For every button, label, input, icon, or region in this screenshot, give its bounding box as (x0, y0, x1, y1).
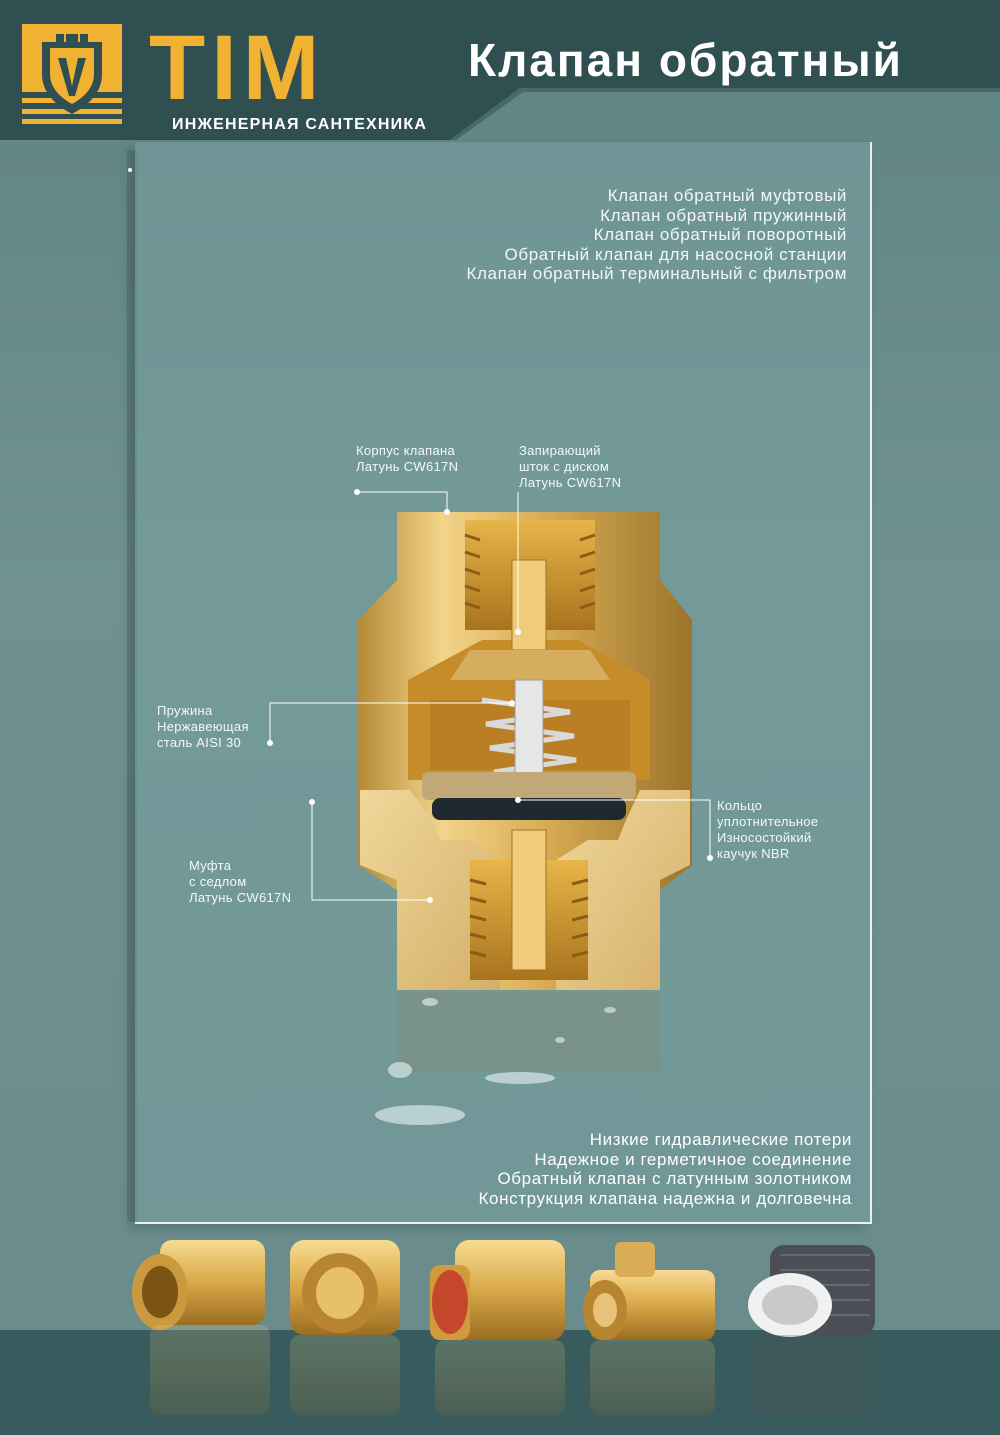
brand-tagline: ИНЖЕНЕРНАЯ САНТЕХНИКА (172, 116, 428, 133)
callout-spring (157, 703, 249, 751)
list-item: Конструкция клапана надежна и долговечна (478, 1188, 852, 1208)
product-check-valve-female (290, 1240, 400, 1415)
stem-guide (450, 650, 610, 680)
callout-line: с седлом (189, 874, 247, 889)
stem-top (512, 560, 546, 650)
callout-body (356, 443, 458, 475)
product-filter-strainer (748, 1245, 875, 1415)
product-check-valve-male-thread (132, 1240, 270, 1415)
callout-ring (717, 798, 818, 862)
callout-line: сталь AISI 30 (157, 735, 242, 750)
callout-line: Корпус клапана (356, 443, 456, 458)
product-swing-check-valve (583, 1242, 715, 1415)
list-item: Низкие гидравлические потери (589, 1130, 852, 1149)
page-title: Клапан обратный (468, 34, 903, 86)
callout-stem (519, 443, 621, 491)
stem-bottom (512, 830, 546, 970)
callout-coupling (189, 858, 291, 906)
list-item: Надежное и герметичное соединение (534, 1149, 852, 1169)
callout-line: Износостойкий (717, 830, 812, 845)
list-item: Клапан обратный терминальный с фильтром (466, 264, 847, 283)
callout-line: Латунь CW617N (519, 475, 622, 490)
list-item: Клапан обратный пружинный (600, 205, 847, 225)
spring-rod (515, 680, 543, 775)
list-item: Обратный клапан для насосной станции (504, 244, 847, 264)
callout-line: Пружина (157, 703, 213, 718)
seal-ring (432, 798, 626, 820)
callout-line: шток с диском (519, 459, 610, 474)
list-item: Обратный клапан с латунным золотником (497, 1169, 852, 1188)
features-list (479, 1130, 852, 1208)
callout-line: Запирающий (519, 443, 601, 458)
product-check-valve-male-female (430, 1240, 565, 1415)
callout-line: Кольцо (717, 798, 763, 813)
product-row (0, 1230, 1000, 1430)
callout-line: Латунь CW617N (356, 459, 459, 474)
callout-line: Нержавеющая (157, 719, 249, 734)
callout-line: каучук NBR (717, 846, 790, 861)
callout-line: Муфта (189, 858, 232, 873)
callout-line: уплотнительное (717, 814, 819, 829)
valve-disc (422, 772, 636, 800)
list-item: Клапан обратный муфтовый (607, 186, 847, 205)
callout-line: Латунь CW617N (189, 890, 292, 905)
brand-name: TIM (149, 17, 326, 119)
list-item: Клапан обратный поворотный (593, 225, 847, 244)
